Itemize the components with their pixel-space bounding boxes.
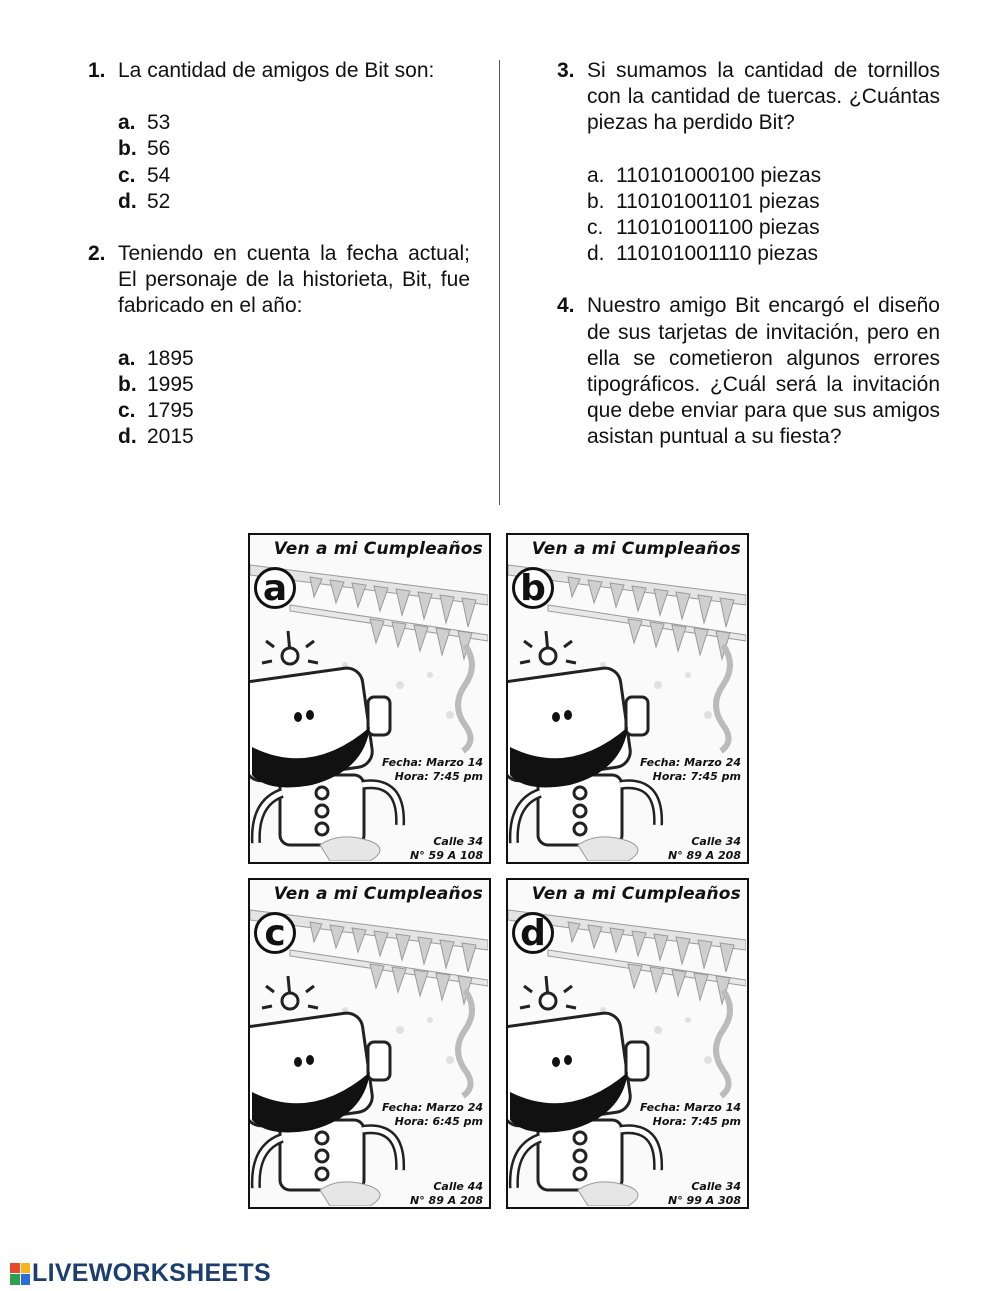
card-date-time bbox=[640, 1101, 741, 1129]
question-number: 4. bbox=[557, 294, 575, 318]
option-c[interactable] bbox=[118, 398, 470, 424]
option-letter: c. bbox=[118, 163, 136, 187]
question-text: La cantidad de amigos de Bit son: bbox=[118, 59, 435, 82]
card-hora: Hora: 7:45 pm bbox=[394, 770, 483, 783]
question-2-options bbox=[118, 346, 470, 451]
liveworksheets-logo[interactable] bbox=[10, 1259, 271, 1288]
option-b[interactable] bbox=[118, 372, 470, 398]
left-column bbox=[88, 58, 470, 450]
option-a[interactable] bbox=[587, 163, 940, 189]
invitation-card-c[interactable] bbox=[248, 878, 491, 1209]
option-d[interactable] bbox=[587, 241, 940, 267]
card-title: Ven a mi Cumpleaños bbox=[273, 884, 483, 904]
option-letter: b. bbox=[118, 372, 137, 396]
option-b[interactable] bbox=[118, 136, 470, 162]
card-title: Ven a mi Cumpleaños bbox=[531, 539, 741, 559]
invitation-card-a[interactable] bbox=[248, 533, 491, 864]
question-4 bbox=[557, 293, 940, 450]
option-text: 1995 bbox=[147, 372, 194, 396]
question-2 bbox=[88, 241, 470, 320]
card-date-time bbox=[640, 756, 741, 784]
card-address bbox=[668, 835, 741, 863]
option-c[interactable] bbox=[118, 163, 470, 189]
card-fecha: Fecha: Marzo 14 bbox=[381, 756, 483, 769]
question-1-options bbox=[118, 110, 470, 215]
card-hora: Hora: 6:45 pm bbox=[394, 1115, 483, 1128]
card-calle: Calle 44 bbox=[433, 1180, 483, 1193]
card-letter-badge: b bbox=[512, 567, 554, 609]
option-text: 110101001110 piezas bbox=[616, 242, 819, 266]
card-date-time bbox=[382, 1101, 483, 1129]
option-text: 2015 bbox=[147, 425, 194, 449]
option-text: 110101001101 piezas bbox=[616, 189, 820, 213]
option-text: 56 bbox=[147, 137, 171, 161]
question-1 bbox=[88, 58, 470, 84]
card-fecha: Fecha: Marzo 24 bbox=[381, 1101, 483, 1114]
question-3 bbox=[557, 58, 940, 137]
question-text: Nuestro amigo Bit encargó el diseño de sus tarjetas de invitación, pero en ella se cometieron algunos errores tipográficos. ¿Cuál será la invitación que debe enviar para que sus amigos asistan puntual a su fiesta? bbox=[587, 294, 940, 449]
option-text: 1795 bbox=[147, 399, 194, 423]
invitation-card-b[interactable] bbox=[506, 533, 749, 864]
logo-mark-icon bbox=[10, 1263, 30, 1285]
option-text: 110101001100 piezas bbox=[616, 216, 820, 240]
option-d[interactable] bbox=[118, 424, 470, 450]
option-a[interactable] bbox=[118, 110, 470, 136]
card-numero: N° 99 A 308 bbox=[668, 1194, 741, 1207]
card-address bbox=[410, 1180, 483, 1208]
logo-text: LIVEWORKSHEETS bbox=[32, 1259, 271, 1287]
question-number: 3. bbox=[557, 59, 575, 82]
card-fecha: Fecha: Marzo 14 bbox=[639, 1101, 741, 1114]
option-letter: b. bbox=[587, 189, 605, 213]
card-hora: Hora: 7:45 pm bbox=[652, 1115, 741, 1128]
question-number: 1. bbox=[88, 59, 106, 82]
question-text: Si sumamos la cantidad de tornillos con la cantidad de tuercas. ¿Cuántas piezas ha perdido Bit? bbox=[587, 59, 940, 135]
card-title: Ven a mi Cumpleaños bbox=[273, 539, 483, 559]
card-numero: N° 89 A 208 bbox=[410, 1194, 483, 1207]
option-b[interactable] bbox=[587, 189, 940, 215]
column-divider bbox=[499, 60, 500, 505]
option-d[interactable] bbox=[118, 189, 470, 215]
option-text: 54 bbox=[147, 163, 171, 187]
question-text: Teniendo en cuenta la fecha actual; El personaje de la historieta, Bit, fue fabricado en el año: bbox=[118, 242, 470, 318]
option-letter: d. bbox=[118, 425, 137, 449]
option-letter: d. bbox=[118, 189, 137, 213]
option-letter: d. bbox=[587, 242, 605, 266]
question-3-options bbox=[587, 163, 940, 268]
card-calle: Calle 34 bbox=[433, 835, 483, 848]
option-a[interactable] bbox=[118, 346, 470, 372]
card-letter-badge: c bbox=[254, 912, 296, 954]
card-fecha: Fecha: Marzo 24 bbox=[639, 756, 741, 769]
card-address bbox=[410, 835, 483, 863]
option-letter: b. bbox=[118, 137, 137, 161]
card-calle: Calle 34 bbox=[691, 1180, 741, 1193]
option-text: 53 bbox=[147, 111, 171, 135]
option-text: 1895 bbox=[147, 346, 194, 370]
right-column bbox=[557, 58, 940, 451]
question-number: 2. bbox=[88, 242, 106, 266]
option-c[interactable] bbox=[587, 215, 940, 241]
card-numero: N° 89 A 208 bbox=[668, 849, 741, 862]
option-letter: c. bbox=[118, 399, 136, 423]
card-address bbox=[668, 1180, 741, 1208]
card-title: Ven a mi Cumpleaños bbox=[531, 884, 741, 904]
option-letter: c. bbox=[587, 216, 604, 240]
card-calle: Calle 34 bbox=[691, 835, 741, 848]
card-date-time bbox=[382, 756, 483, 784]
option-text: 110101000100 piezas bbox=[616, 163, 822, 187]
option-letter: a. bbox=[118, 346, 136, 370]
option-letter: a. bbox=[587, 163, 605, 187]
card-letter-badge: d bbox=[512, 912, 554, 954]
card-hora: Hora: 7:45 pm bbox=[652, 770, 741, 783]
invitation-card-d[interactable] bbox=[506, 878, 749, 1209]
option-text: 52 bbox=[147, 189, 171, 213]
card-numero: N° 59 A 108 bbox=[410, 849, 483, 862]
card-letter-badge: a bbox=[254, 567, 296, 609]
option-letter: a. bbox=[118, 111, 136, 135]
